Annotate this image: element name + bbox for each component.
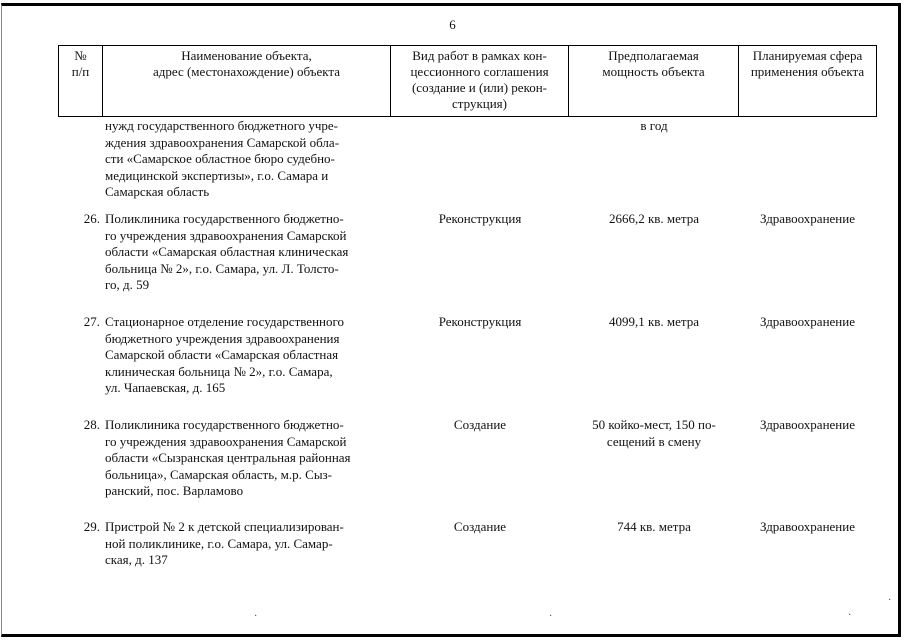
header-work-line: цессионного соглашения xyxy=(410,64,549,79)
row-sphere: Здравоохранение xyxy=(760,417,855,432)
header-sphere-line: применения объекта xyxy=(750,64,865,79)
row-name xyxy=(105,118,386,201)
row-number: 29. xyxy=(83,519,100,534)
row-work-type: Реконструкция xyxy=(438,314,522,329)
row-number: 26. xyxy=(83,211,100,226)
name-line: ранский, пос. Варламово xyxy=(105,483,244,498)
header-capacity xyxy=(569,46,739,117)
capacity-line: 744 кв. метра xyxy=(617,519,691,534)
name-line: ной поликлинике, г.о. Самара, ул. Самар- xyxy=(105,535,333,551)
row-capacity xyxy=(569,314,739,331)
header-capacity-line: мощность объекта xyxy=(602,64,705,79)
name-line: Пристрой № 2 к детской специализирован- xyxy=(105,519,344,534)
name-line: го учреждения здравоохранения Самарской xyxy=(105,433,347,449)
name-line: области «Самарская областная клиническая xyxy=(105,244,349,259)
header-sphere-line: Планируемая сфера xyxy=(752,48,863,63)
scan-speck: · xyxy=(549,611,553,622)
header-work-line: Вид работ в рамках кон- xyxy=(412,48,547,63)
name-line: клиническая больница № 2», г.о. Самара, xyxy=(105,363,333,379)
name-line: Поликлиника государственного бюджетно- xyxy=(105,211,344,226)
name-line: ждения здравоохранения Самарской обла- xyxy=(105,134,340,150)
header-work-line: (создание и (или) рекон- xyxy=(411,80,548,95)
header-work-type xyxy=(391,46,569,117)
header-name-line: адрес (местонахождение) объекта xyxy=(152,64,340,79)
row-name xyxy=(105,211,386,294)
table-header xyxy=(58,45,877,117)
name-line: области «Сызранская центральная районная xyxy=(105,450,351,465)
row-sphere: Здравоохранение xyxy=(760,211,855,226)
name-line: нужд государственного бюджетного учре- xyxy=(105,118,338,133)
capacity-line: сещений в смену xyxy=(606,433,702,449)
capacity-line: 2666,2 кв. метра xyxy=(608,211,700,226)
header-capacity-line: Предполагаемая xyxy=(608,48,699,63)
row-name xyxy=(105,519,386,569)
name-line: Стационарное отделение государственного xyxy=(105,314,345,329)
header-num-line: п/п xyxy=(71,64,90,79)
scan-speck: · xyxy=(254,611,258,622)
row-capacity: в год xyxy=(640,118,668,133)
row-number: 27. xyxy=(83,314,100,329)
row-capacity xyxy=(569,519,739,536)
name-line: го, д. 59 xyxy=(105,277,150,292)
header-name xyxy=(103,46,391,117)
name-line: медицинской экспертизы», г.о. Самара и xyxy=(105,167,329,183)
name-line: сти «Самарское областное бюро судебно- xyxy=(105,151,335,166)
scan-speck: · xyxy=(888,595,892,606)
name-line: ул. Чапаевская, д. 165 xyxy=(105,380,226,395)
row-sphere: Здравоохранение xyxy=(760,314,855,329)
capacity-line: 4099,1 кв. метра xyxy=(608,314,700,329)
row-work-type: Создание xyxy=(453,417,507,432)
name-line: го учреждения здравоохранения Самарской xyxy=(105,227,347,243)
scan-speck: · xyxy=(848,610,852,621)
row-work-type: Создание xyxy=(453,519,507,534)
name-line: Поликлиника государственного бюджетно- xyxy=(105,417,344,432)
row-work-type: Реконструкция xyxy=(438,211,522,226)
capacity-line: 50 койко-мест, 150 по- xyxy=(592,417,716,432)
row-number: 28. xyxy=(83,417,100,432)
name-line: бюджетного учреждения здравоохранения xyxy=(105,330,340,346)
row-name xyxy=(105,417,386,500)
row-name xyxy=(105,314,386,397)
row-capacity xyxy=(569,211,739,228)
name-line: ская, д. 137 xyxy=(105,552,168,567)
name-line: Самарская область xyxy=(105,184,210,199)
row-capacity xyxy=(569,417,739,450)
header-num-line: № xyxy=(74,48,87,63)
page-number: 6 xyxy=(449,17,456,32)
header-num xyxy=(59,46,103,117)
name-line: больница № 2», г.о. Самара, ул. Л. Толсто- xyxy=(105,260,339,276)
header-work-line: струкция) xyxy=(452,96,507,111)
header-name-line: Наименование объекта, xyxy=(181,48,312,63)
name-line: больница», Самарская область, м.р. Сыз- xyxy=(105,466,333,482)
row-sphere: Здравоохранение xyxy=(760,519,855,534)
name-line: Самарской области «Самарская областная xyxy=(105,347,339,362)
header-sphere xyxy=(739,46,877,117)
